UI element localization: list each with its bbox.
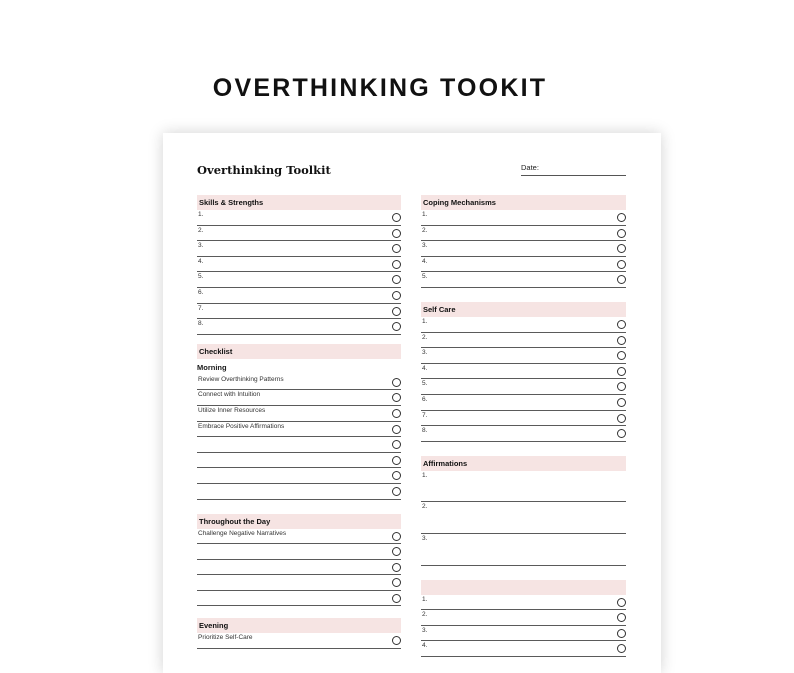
blank-row <box>421 641 626 657</box>
spacer <box>421 442 626 456</box>
selfcare-row-text: 7. <box>422 411 428 419</box>
coping-row <box>421 226 626 242</box>
skills-row <box>197 272 401 288</box>
throughout-row <box>197 529 401 545</box>
checkbox-circle[interactable] <box>392 409 401 418</box>
selfcare-row <box>421 348 626 364</box>
checkbox-circle[interactable] <box>392 307 401 316</box>
checkbox-circle[interactable] <box>617 429 626 438</box>
morning-row <box>197 422 401 438</box>
blank-row-text: 3. <box>422 626 428 634</box>
spacer <box>197 335 401 344</box>
blank-row-text: 1. <box>422 595 428 603</box>
coping-row-text: 3. <box>422 242 428 250</box>
skills-row-text: 1. <box>198 211 204 218</box>
checklist-heading: Checklist <box>197 344 401 359</box>
selfcare-heading: Self Care <box>421 302 626 317</box>
checkbox-circle[interactable] <box>392 594 401 603</box>
checkbox-circle[interactable] <box>617 336 626 345</box>
morning-row-text: Review Overthinking Patterns <box>198 375 284 383</box>
checkbox-circle[interactable] <box>617 644 626 653</box>
morning-row <box>197 437 401 453</box>
selfcare-row <box>421 379 626 395</box>
morning-row <box>197 375 401 391</box>
checkbox-circle[interactable] <box>392 260 401 269</box>
checkbox-circle[interactable] <box>617 598 626 607</box>
checkbox-circle[interactable] <box>392 322 401 331</box>
affirmation-row-text: 2. <box>422 503 428 511</box>
checkbox-circle[interactable] <box>392 229 401 238</box>
skills-row-text: 4. <box>198 257 204 265</box>
worksheet-page <box>163 133 661 673</box>
worksheet-title: Overthinking Toolkit <box>197 163 331 177</box>
morning-label: Morning <box>197 362 227 372</box>
selfcare-row-text: 3. <box>422 349 428 357</box>
checkbox-circle[interactable] <box>617 244 626 253</box>
checkbox-circle[interactable] <box>617 414 626 423</box>
selfcare-row <box>421 317 626 333</box>
checkbox-circle[interactable] <box>392 378 401 387</box>
morning-row-text: Connect with Intuition <box>198 391 261 399</box>
affirmation-row-text: 3. <box>422 534 428 542</box>
blank-row <box>421 610 626 626</box>
skills-row <box>197 226 401 242</box>
coping-row-text: 2. <box>422 226 428 234</box>
affirmation-row <box>421 534 626 566</box>
evening-list <box>197 633 401 649</box>
checkbox-circle[interactable] <box>617 229 626 238</box>
checkbox-circle[interactable] <box>392 213 401 222</box>
spacer <box>421 566 626 580</box>
skills-row-text: 7. <box>198 304 204 312</box>
coping-row-text: 5. <box>422 273 428 281</box>
affirmation-row <box>421 471 626 503</box>
affirmations-heading: Affirmations <box>421 456 626 471</box>
checkbox-circle[interactable] <box>617 398 626 407</box>
blank-row <box>421 595 626 611</box>
skills-row-text: 8. <box>198 320 204 328</box>
coping-row-text: 1. <box>422 211 428 218</box>
morning-row <box>197 453 401 469</box>
checkbox-circle[interactable] <box>617 613 626 622</box>
morning-row <box>197 390 401 406</box>
checkbox-circle[interactable] <box>392 291 401 300</box>
selfcare-row-text: 2. <box>422 333 428 341</box>
coping-heading: Coping Mechanisms <box>421 195 626 210</box>
skills-list <box>197 210 401 335</box>
selfcare-row <box>421 426 626 442</box>
checkbox-circle[interactable] <box>392 578 401 587</box>
coping-row <box>421 241 626 257</box>
skills-row-text: 3. <box>198 242 204 250</box>
left-column <box>197 195 401 649</box>
checkbox-circle[interactable] <box>617 382 626 391</box>
throughout-heading: Throughout the Day <box>197 514 401 529</box>
throughout-row <box>197 560 401 576</box>
checkbox-circle[interactable] <box>617 629 626 638</box>
throughout-list <box>197 529 401 607</box>
coping-row <box>421 272 626 288</box>
selfcare-row-text: 1. <box>422 317 428 325</box>
checkbox-circle[interactable] <box>392 456 401 465</box>
skills-row <box>197 257 401 273</box>
checkbox-circle[interactable] <box>392 547 401 556</box>
date-label: Date: <box>521 163 539 172</box>
selfcare-row-text: 4. <box>422 364 428 372</box>
checkbox-circle[interactable] <box>617 351 626 360</box>
coping-row <box>421 257 626 273</box>
coping-list <box>421 210 626 288</box>
checkbox-circle[interactable] <box>392 487 401 496</box>
date-line <box>521 175 626 176</box>
spacer <box>421 288 626 302</box>
morning-row <box>197 484 401 500</box>
throughout-row <box>197 591 401 607</box>
affirmation-row-text: 1. <box>422 471 428 479</box>
morning-list <box>197 375 401 500</box>
checkbox-circle[interactable] <box>617 367 626 376</box>
evening-heading: Evening <box>197 618 401 633</box>
morning-row <box>197 406 401 422</box>
selfcare-row-text: 8. <box>422 427 428 435</box>
skills-row-text: 2. <box>198 226 204 234</box>
checkbox-circle[interactable] <box>392 532 401 541</box>
skills-row <box>197 241 401 257</box>
affirmations-list <box>421 471 626 566</box>
checkbox-circle[interactable] <box>617 275 626 284</box>
checkbox-circle[interactable] <box>617 320 626 329</box>
checkbox-circle[interactable] <box>392 425 401 434</box>
blank-row-text: 2. <box>422 611 428 619</box>
checkbox-circle[interactable] <box>617 260 626 269</box>
skills-row <box>197 319 401 335</box>
skills-row-text: 6. <box>198 288 204 296</box>
evening-row-text: Prioritize Self-Care <box>198 634 253 642</box>
coping-row <box>421 210 626 226</box>
selfcare-row <box>421 411 626 427</box>
throughout-row <box>197 575 401 591</box>
blank-row <box>421 626 626 642</box>
spacer <box>197 606 401 618</box>
selfcare-list <box>421 317 626 442</box>
skills-row <box>197 210 401 226</box>
skills-heading: Skills & Strengths <box>197 195 401 210</box>
spacer <box>197 500 401 514</box>
morning-row <box>197 468 401 484</box>
date-field <box>521 163 626 176</box>
skills-row <box>197 288 401 304</box>
checkbox-circle[interactable] <box>392 393 401 402</box>
coping-row-text: 4. <box>422 257 428 265</box>
selfcare-row <box>421 364 626 380</box>
checkbox-circle[interactable] <box>392 244 401 253</box>
throughout-row-text: Challenge Negative Narratives <box>198 529 287 537</box>
selfcare-row <box>421 395 626 411</box>
page-title: OVERTHINKING TOOKIT <box>212 74 548 102</box>
blank-row-text: 4. <box>422 642 428 650</box>
morning-row-text: Embrace Positive Affirmations <box>198 422 285 430</box>
checkbox-circle[interactable] <box>392 563 401 572</box>
evening-row <box>197 633 401 649</box>
affirmation-row <box>421 502 626 534</box>
checkbox-circle[interactable] <box>392 440 401 449</box>
checkbox-circle[interactable] <box>392 471 401 480</box>
selfcare-row <box>421 333 626 349</box>
morning-row-text: Utilize Inner Resources <box>198 406 266 414</box>
blank-heading <box>421 580 626 595</box>
skills-row-text: 5. <box>198 273 204 281</box>
selfcare-row-text: 5. <box>422 380 428 388</box>
checkbox-circle[interactable] <box>617 213 626 222</box>
skills-row <box>197 304 401 320</box>
throughout-row <box>197 544 401 560</box>
blank-list <box>421 595 626 657</box>
checkbox-circle[interactable] <box>392 275 401 284</box>
right-column <box>421 195 626 657</box>
checkbox-circle[interactable] <box>392 636 401 645</box>
selfcare-row-text: 6. <box>422 395 428 403</box>
